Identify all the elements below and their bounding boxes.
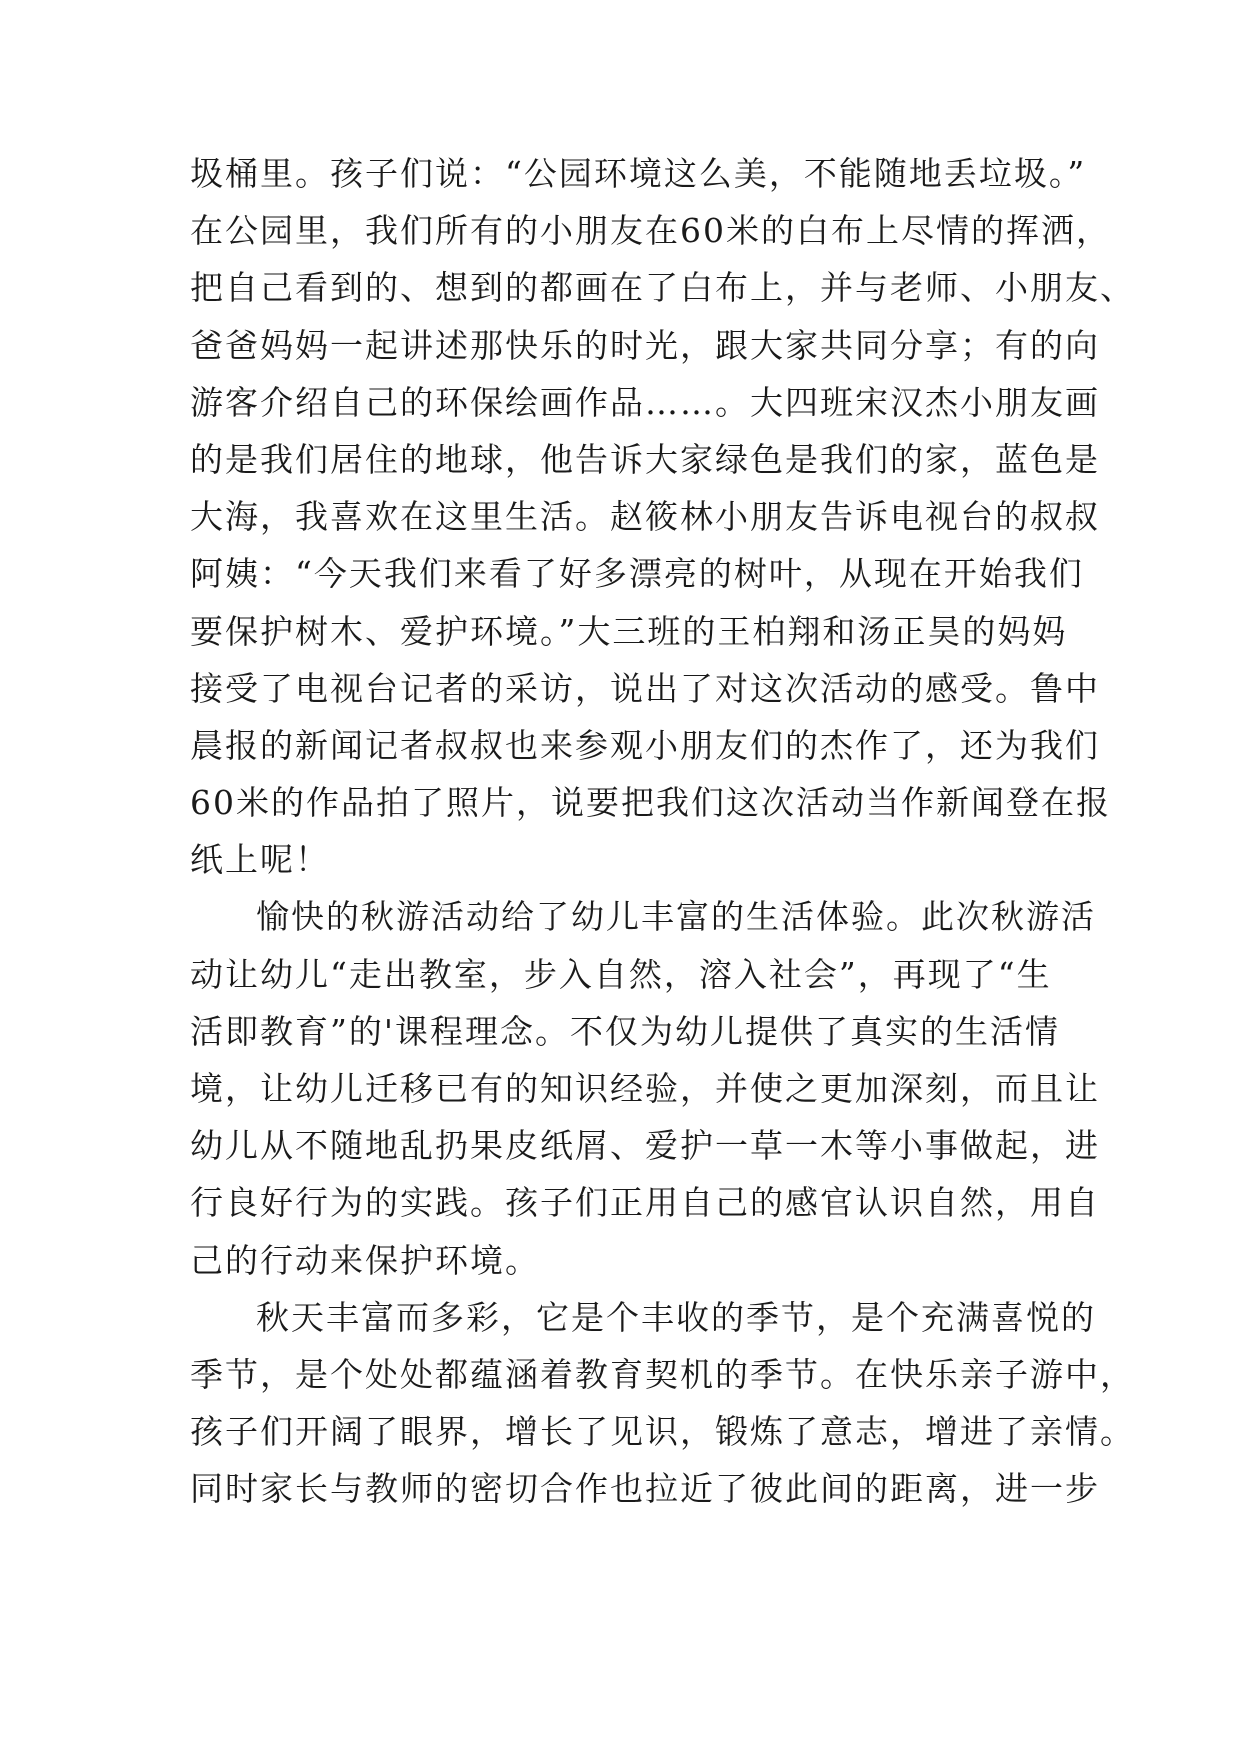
paragraph-1-line: 晨报的新闻记者叔叔也来参观小朋友们的杰作了，还为我们 <box>190 725 1100 765</box>
paragraph-1-line: 的是我们居住的地球，他告诉大家绿色是我们的家，蓝色是 <box>190 439 1100 479</box>
paragraph-1-line: 阿姨：“今天我们来看了好多漂亮的树叶，从现在开始我们 <box>190 554 1084 594</box>
paragraph-1-line: 大海，我喜欢在这里生活。赵筱林小朋友告诉电视台的叔叔 <box>190 497 1100 537</box>
paragraph-1-line: 把自己看到的、想到的都画在了白布上，并与老师、小朋友、 <box>190 268 1135 308</box>
paragraph-1-line: 游客介绍自己的环保绘画作品……。大四班宋汉杰小朋友画 <box>190 382 1100 422</box>
paragraph-3-line: 季节，是个处处都蕴涵着教育契机的季节。在快乐亲子游中， <box>190 1354 1135 1394</box>
paragraph-3-first-line: 秋天丰富而多彩，它是个丰收的季节，是个充满喜悦的 <box>256 1297 1096 1337</box>
paragraph-1-line: 接受了电视台记者的采访，说出了对这次活动的感受。鲁中 <box>190 668 1100 708</box>
paragraph-2-line: 境，让幼儿迁移已有的知识经验，并使之更加深刻，而且让 <box>190 1069 1100 1108</box>
paragraph-2-first-line: 愉快的秋游活动给了幼儿丰富的生活体验。此次秋游活 <box>256 897 1096 937</box>
paragraph-2-line: 活即教育”的'课程理念。不仅为幼儿提供了真实的生活情 <box>190 1011 1060 1051</box>
paragraph-2-line: 行良好行为的实践。孩子们正用自己的感官认识自然，用自 <box>190 1183 1100 1223</box>
paragraph-1-line: 纸上呢！ <box>190 840 330 880</box>
document-body <box>190 145 1135 1518</box>
paragraph-2-line: 动让幼儿“走出教室，步入自然，溶入社会”，再现了“生 <box>190 954 1052 994</box>
paragraph-2-line: 己的行动来保护环境。 <box>190 1240 540 1280</box>
paragraph-2-line: 幼儿从不随地乱扔果皮纸屑、爱护一草一木等小事做起，进 <box>190 1126 1100 1166</box>
paragraph-3-line: 同时家长与教师的密切合作也拉近了彼此间的距离，进一步 <box>190 1469 1100 1509</box>
paragraph-1-line: 在公园里，我们所有的小朋友在60米的白布上尽情的挥洒， <box>190 211 1111 251</box>
paragraph-3-line: 孩子们开阔了眼界，增长了见识，锻炼了意志，增进了亲情。 <box>190 1412 1135 1452</box>
paragraph-1-line: 60米的作品拍了照片，说要把我们这次活动当作新闻登在报 <box>190 783 1111 823</box>
paragraph-1-line: 要保护树木、爱护环境。”大三班的王柏翔和汤正昊的妈妈 <box>190 611 1068 651</box>
paragraph-1-line: 圾桶里。孩子们说：“公园环境这么美，不能随地丢垃圾。” <box>190 154 1087 193</box>
paragraph-1-line: 爸爸妈妈一起讲述那快乐的时光，跟大家共同分享；有的向 <box>190 325 1100 365</box>
